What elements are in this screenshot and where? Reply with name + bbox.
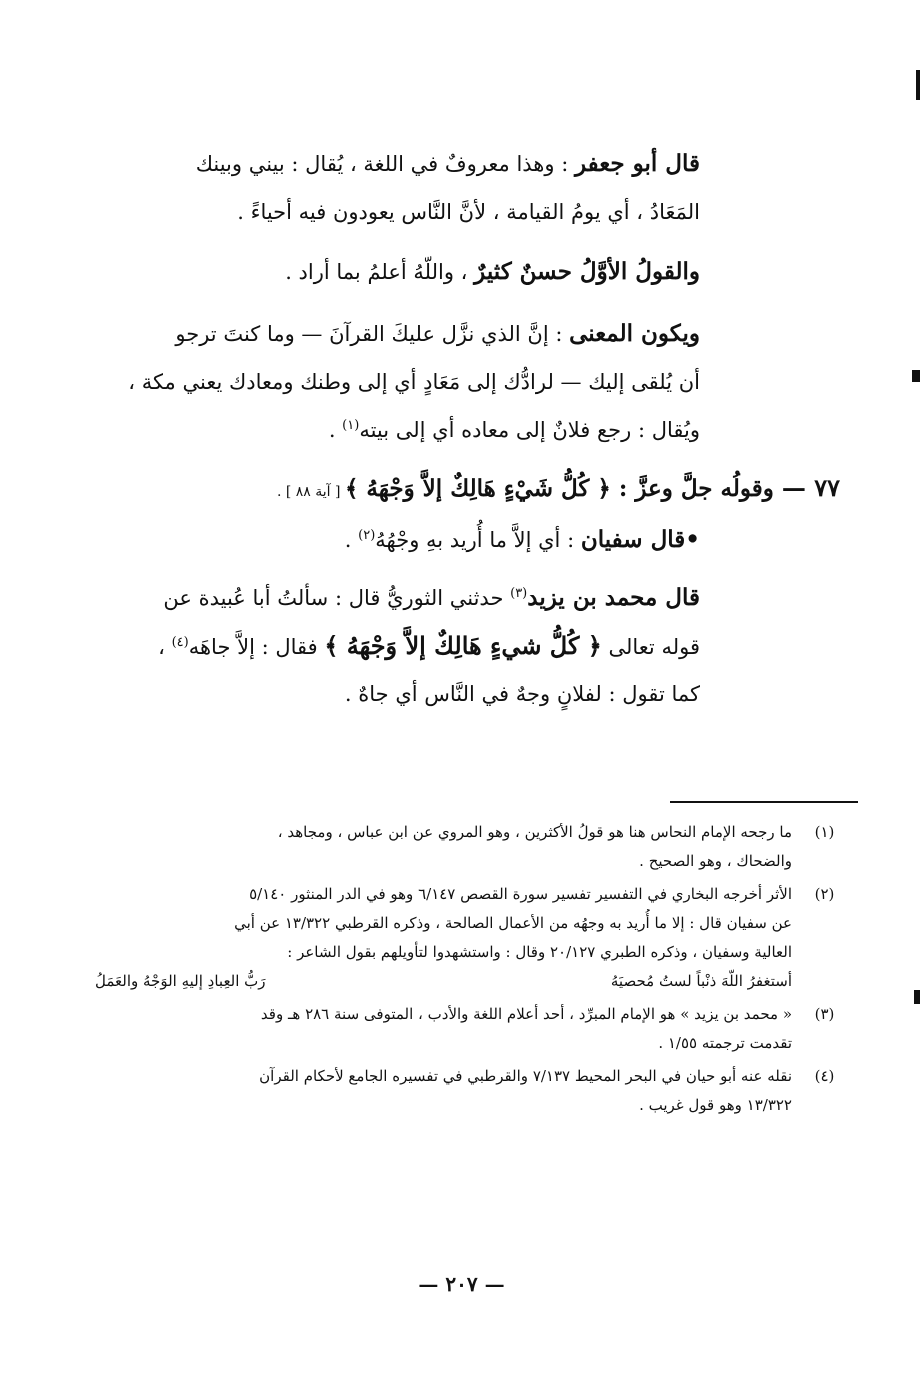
text-line: : وهذا معروفٌ في اللغة ، يُقال : بيني وبينك <box>195 152 575 176</box>
text-line: . <box>344 528 359 552</box>
paragraph-muhammad-bin-yazid <box>100 574 700 718</box>
footnote-1 <box>95 818 847 876</box>
scan-edge-mark <box>914 990 920 1004</box>
footnote-line: « محمد بن يزيد » هو الإمام المبرِّد ، أحد أعلام اللغة والأدب ، المتوفى سنة ٢٨٦ هـ وقد <box>260 1005 792 1023</box>
footnote-number: (٣) <box>814 1005 835 1023</box>
text-line: المَعَادُ ، أي يومُ القيامة ، لأنَّ النَّاس يعودون فيه أحياءً . <box>237 200 700 224</box>
verse-number: ٧٧ — <box>781 473 840 502</box>
footnotes <box>95 818 847 1124</box>
footnote-line: ١٣/٣٢٢ وهو قول غريب . <box>639 1096 792 1114</box>
footnote-2 <box>95 880 847 996</box>
scan-edge-mark <box>912 370 920 382</box>
footnote-ref: (٢) <box>358 528 376 543</box>
text-line: ، واللّهُ أعلمُ بما أراد . <box>285 260 475 284</box>
main-text <box>100 140 840 718</box>
footnote-ref: (١) <box>342 418 360 433</box>
bold-statement: والقولُ الأوَّلُ حسنٌ كثيرٌ <box>474 258 700 285</box>
paragraph-abu-jafar <box>100 140 700 236</box>
text-line: حدثني الثوريُّ قال : سألتُ أبا عُبيدة عن <box>163 586 511 610</box>
verse-hemistich-right: أستغفرُ اللّهَ ذنْباً لستُ مُحصيَهُ <box>610 972 792 990</box>
footnote-number: (٢) <box>814 885 835 903</box>
text-line: ، <box>158 635 172 659</box>
text-line: أن يُلقى إليك — لرادُّك إلى مَعَادٍ أي إلى وطنك ومعادك يعني مكة ، <box>128 370 700 394</box>
text-line: : إنَّ الذي نزَّل عليكَ القرآنَ — وما كنتَ ترجو <box>175 322 570 346</box>
text-line: ويُقال : رجع فلانٌ إلى معاده أي إلى بيته <box>359 418 700 442</box>
paragraph-first-opinion <box>100 248 700 296</box>
footnote-ref: (٤) <box>171 635 189 650</box>
paragraph-sufyan <box>100 516 700 564</box>
footnote-line: الأثر أخرجه البخاري في التفسير تفسير سورة القصص ٦/١٤٧ وهو في الدر المنثور ٥/١٤٠ <box>249 885 792 903</box>
footnote-line: ما رجحه الإمام النحاس هنا هو قولُ الأكثرين ، وهو المروي عن ابن عباس ، ومجاهد ، <box>277 823 792 841</box>
footnote-line: تقدمت ترجمته ١/٥٥ . <box>658 1034 792 1052</box>
text-line: قوله تعالى <box>601 635 700 659</box>
aya-reference: [ آية ٨٨ ] . <box>276 484 345 500</box>
text-line: كما تقول : لفلانٍ وجهٌ في النَّاس أي جاهٌ . <box>344 682 700 706</box>
footnote-separator <box>670 801 858 803</box>
text-line: فقال : إلاَّ جاهَه <box>188 635 325 659</box>
verse-text: وقولُه جلَّ وعزَّ : ﴿ كُلُّ شَيْءٍ هَالِكٌ إلاَّ وَجْهَهُ ﴾ <box>344 475 782 502</box>
footnote-number: (١) <box>814 823 835 841</box>
footnote-4 <box>95 1062 847 1120</box>
footnote-line: عن سفيان قال : إلا ما أُريد به وجهُه من الأعمال الصالحة ، وذكره القرطبي ١٣/٣٢٢ عن أبي <box>234 914 792 932</box>
footnote-ref: (٣) <box>510 586 528 601</box>
text-line: : أي إلاَّ ما أُريد بهِ وجْهُهُ <box>375 528 581 552</box>
speaker-name: قال أبو جعفر <box>574 150 700 177</box>
footnote-number: (٤) <box>814 1067 835 1085</box>
speaker-name: •قال سفيان <box>580 526 700 553</box>
paragraph-meaning <box>100 310 700 454</box>
speaker-name: ويكون المعنى <box>569 320 700 347</box>
poetry-verse <box>95 967 792 996</box>
scan-edge-mark <box>916 70 920 100</box>
footnote-line: والضحاك ، وهو الصحيح . <box>639 852 792 870</box>
verse-77 <box>100 464 840 512</box>
text-line: . <box>328 418 343 442</box>
verse-hemistich-left: رَبُّ العِبادِ إليهِ الوَجْهُ والعَمَلُ <box>95 972 266 990</box>
footnote-line: العالية وسفيان ، وذكره الطبري ٢٠/١٢٧ وقال : واستشهدوا لتأويلهم بقول الشاعر : <box>287 943 792 961</box>
footnote-line: نقله عنه أبو حيان في البحر المحيط ٧/١٣٧ والقرطبي في تفسيره الجامع لأحكام القرآن <box>259 1067 792 1085</box>
page-number: — ٢٠٧ — <box>418 1272 505 1296</box>
speaker-name: قال محمد بن يزيد <box>527 584 700 611</box>
quran-quote: ﴿ كُلُّ شيءٍ هَالِكٌ إلاَّ وَجْهَهُ ﴾ <box>324 631 602 660</box>
footnote-3 <box>95 1000 847 1058</box>
